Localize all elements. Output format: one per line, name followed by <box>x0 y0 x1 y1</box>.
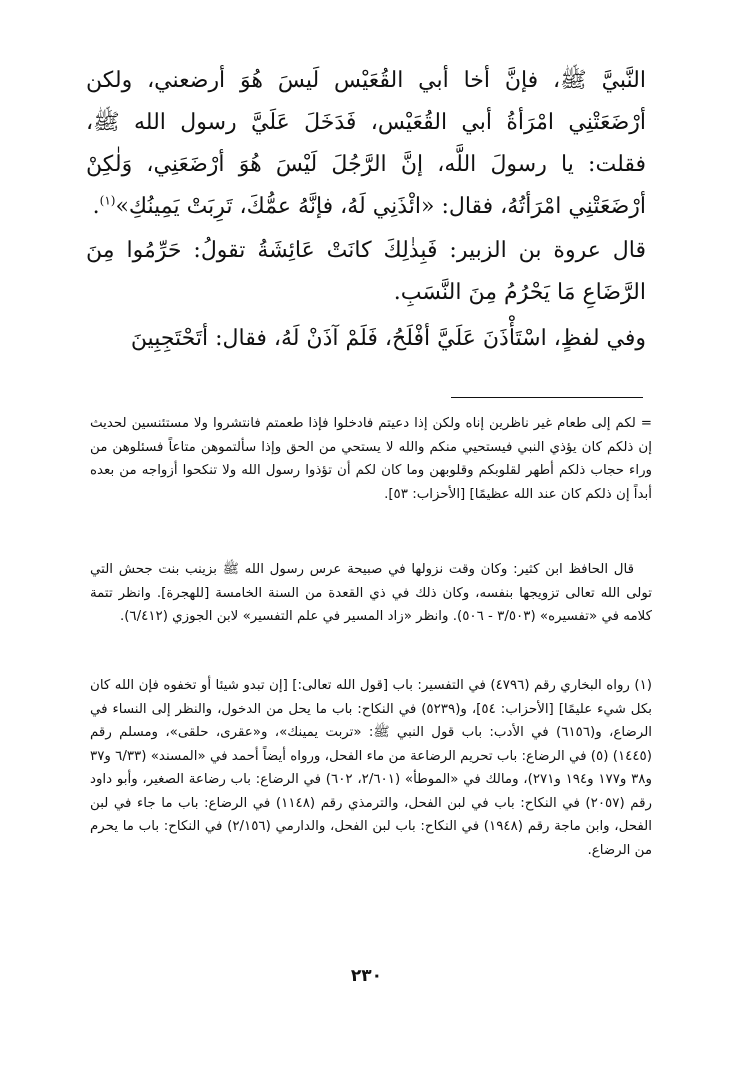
main-paragraph-end: . <box>92 194 100 219</box>
footnote-commentary: قال الحافظ ابن كثير: وكان وقت نزولها في صبيحة عرس رسول الله ﷺ بزينب بنت جحش التي تولى الله تعالى تزويجها بنفسه، وكان ذلك في ذي القعدة من السنة الخامسة [للهجرة]. وانظر تتمة كلامه في «تفسيره» (٣/٥٠٣ - ٥٠٦). وانظر «زاد المسير في علم التفسير» لابن الجوزي (٦/٤١٢). <box>90 562 652 624</box>
footnote-divider <box>451 397 643 398</box>
footnote-continuation: = لكم إلى طعام غير ناظرين إناه ولكن إذا دعيتم فادخلوا فإذا طعمتم فانتشروا ولا مستئنسين لحديث إن ذلكم كان يؤذي النبي فيستحيي منكم والله لا يستحي من الحق وإذا سألتموهن متاعاً فسئلوهن من وراء حجاب ذلكم أطهر لقلوبكم وقلوبهن وما كان لكم أن تؤذوا رسول الله ولا تنكحوا أزواجه من بعده أبداً إن ذلكم كان عند الله عظيمًا] [الأحزاب: ٥٣]. <box>90 416 652 502</box>
main-paragraph: وفي لفظٍ، اسْتَأْذَنَ عَلَيَّ أفْلَحُ، فَلَمْ آذَنْ لَهُ، فقال: أتَحْتَجِبِينَ <box>130 326 646 351</box>
page-number: ٢٣٠ <box>350 966 383 986</box>
footnote-reference: (١) <box>99 193 116 208</box>
footnote-1: (١) رواه البخاري رقم (٤٧٩٦) في التفسير: باب [قول الله تعالى:] [إن تبدو شيئا أو تخفوه فإن الله كان بكل شيء عليمًا] [الأحزاب: ٥٤]، و(٥٢٣٩) في النكاح: باب ما يحل من الدخول، والنظر إلى النساء في الرضاع، و(٦١٥٦) في الأدب: باب قول النبي ﷺ: «تربت يمينك»، و«عقرى، حلقى»، ومسلم رقم (١٤٤٥) (٥) في الرضاع: باب تحريم الرضاعة من ماء الفحل، ورواه أيضاً أحمد في «المسند» (٦/٣٣ و٣٧ و٣٨ و١٧٧ و١٩٤ و٢٧١)، ومالك في «الموطأ» (٢/٦٠١، ٦٠٢) في الرضاع: باب رضاعة الصغير، وأبو داود رقم (٢٠٥٧) في النكاح: باب في لبن الفحل، والترمذي رقم (١١٤٨) في الرضاع: باب ما جاء في لبن الفحل، وابن ماجة رقم (١٩٤٨) في النكاح: باب لبن الفحل، والدارمي (٢/١٥٦) في النكاح: باب ما يحرم من الرضاع. <box>90 678 653 858</box>
main-paragraph-text: النَّبيَّ ﷺ، فإنَّ أخا أبي القُعَيْس لَيسَ هُوَ أرضعني، ولكن أرْضَعَتْنِي امْرَأةُ أبي القُعَيْس، فَدَخَلَ عَلَيَّ رسول الله ﷺ، فقلت: يا رسولَ اللَّه، إنَّ الرَّجُلَ لَيْسَ هُوَ أرْضَعَنِي، وَلٰكِنْ أرْضَعَتْنِي امْرَأتُهُ، فقال: «ائْذَنِي لَهُ، فإنَّهُ عمُّكَ، تَرِبَتْ يَمِينُكِ» <box>86 68 646 219</box>
main-paragraph: قال عروة بن الزبير: فَبِذٰلِكَ كانَتْ عَائِشَةُ تقولُ: حَرِّمُوا مِنَ الرَّضَاعِ مَا يَحْرُمُ مِنَ النَّسَبِ. <box>86 238 646 305</box>
main-paragraph <box>86 60 646 228</box>
